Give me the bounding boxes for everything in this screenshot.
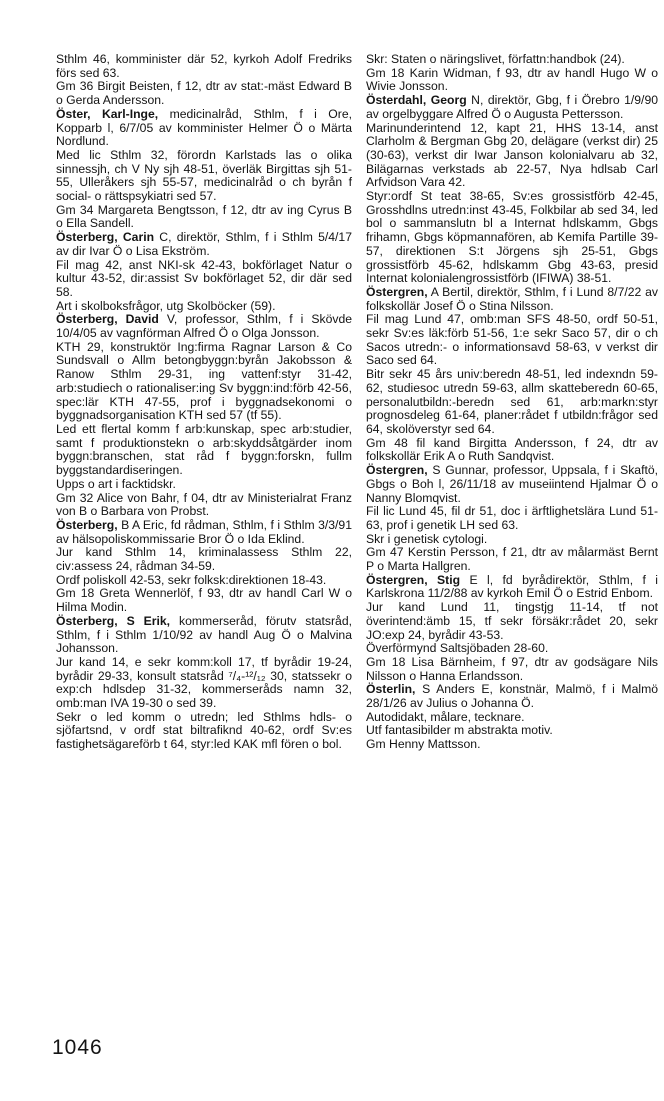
entry-text: Gm 18 Lisa Bärnheim, f 97, dtr av godsägare Nils Nilsson o Hanna Erlandsson.: [366, 654, 658, 683]
entry-text: Gm 47 Kerstin Persson, f 21, dtr av målarmäst Bernt P o Marta Hallgren.: [366, 545, 658, 574]
entry-text: Marinunderintend 12, kapt 21, HHS 13-14, anst Clarholm & Bergman Gbg 20, delägare (verkst dir) 25 (30-63), verkst dir Iwar Janson kolonialvaru ab 32, Bilägarnas verkstads ab 22-57, Nya hdlsab Carl Arfvidson Vara 42.: [366, 120, 658, 190]
entry-paragraph: [366, 683, 658, 710]
entry-paragraph: [366, 656, 658, 683]
entry-text: Gm 36 Birgit Beisten, f 12, dtr av stat:-mäst Edward B o Gerda Andersson.: [56, 79, 352, 108]
entry-paragraph: [366, 601, 658, 642]
entry-paragraph: [56, 478, 352, 492]
entry-text: Gm 18 Greta Wennerlöf, f 93, dtr av handl Carl W o Hilma Modin.: [56, 586, 352, 615]
entry-text: kommerseråd, förutv statsråd, Sthlm, f i Sthlm 1/10/92 av handl Aug Ö o Malvina Johansson.: [56, 613, 353, 656]
entry-text: Skr: Staten o näringslivet, författn:handbok (24).: [366, 52, 625, 66]
entry-text: Art i skolboksfrågor, utg Skolböcker (59).: [56, 298, 276, 313]
entry-paragraph: [366, 724, 658, 738]
entry-text: Skr i genetisk cytologi.: [366, 531, 488, 546]
entry-paragraph: [56, 231, 352, 258]
entry-headword: Östergren,: [366, 284, 428, 299]
entry-headword: Österlin,: [366, 682, 416, 697]
entry-text: Gm 18 Karin Widman, f 93, dtr av handl Hugo W o Wivie Jonsson.: [366, 65, 658, 94]
entry-text: S Anders E, konstnär, Malmö, f i Malmö 28/1/26 av Julius o Johanna Ö.: [366, 682, 658, 711]
entry-text: E l, fd byrådirektör, Sthlm, f i Karlskrona 11/2/88 av kyrkoh Emil Ö o Estrid Enbom.: [366, 572, 658, 601]
entry-paragraph: [56, 259, 352, 300]
entry-text: Ordf poliskoll 42-53, sekr folksk:direktionen 18-43.: [56, 572, 327, 587]
entry-text: V, professor, Sthlm, f i Skövde 10/4/05 av vagnförman Alfred Ö o Olga Jonsson.: [56, 312, 352, 341]
entry-text: medicinalråd, Sthlm, f i Ore, Kopparb l, 6/7/05 av komminister Helmer Ö o Märta Nordlund.: [56, 106, 352, 149]
entry-text: N, direktör, Gbg, f i Örebro 1/9/90 av orgelbyggare Alfred Ö o Augusta Pettersson.: [366, 93, 658, 121]
entry-text: Utf fantasibilder m abstrakta motiv.: [366, 723, 553, 738]
entry-text: S Gunnar, professor, Uppsala, f i Skaftö, Gbgs o Boh l, 26/11/18 av museiintend Hjalmar Ö o Nanny Blomqvist.: [366, 463, 658, 505]
entry-text: Fil lic Lund 45, fil dr 51, doc i ärftlighetslära Lund 51-63, prof i genetik LH sed 63.: [366, 504, 658, 532]
entry-text: KTH 29, konstruktör Ing:firma Ragnar Larson & Co Sundsvall o Allm betongbyggn:byrån Jakobsson & Ranow Sthlm 29-31, ing vattenf:styr 31-42, arb:studiech o rationaliser:ing Sv byggn:ind:förb 42-56, spec:lär KTH 47-55, prof i byggnadsekonomi o byggnadsorganisation KTH sed 57 (tf 55).: [56, 339, 352, 423]
entry-paragraph: [56, 546, 352, 573]
entry-paragraph: [366, 464, 658, 505]
entry-paragraph: [56, 574, 352, 588]
entry-headword: Österberg,: [56, 517, 118, 532]
entry-paragraph: [366, 546, 658, 573]
entry-paragraph: [366, 437, 658, 464]
entry-text: Bitr sekr 45 års univ:beredn 48-51, led indexndn 59-62, studiesoc utredn 59-63, allm skatteberedn 60-65, personalutbildn:-beredn sed 61, arb:markn:styr prognosdeleg 61-64, planer:rådet f utbildn:frågor sed 64, skolöverstyr sed 64.: [366, 367, 658, 436]
entry-text: Jur kand 14, e sekr komm:koll 17, tf byrådir 19-24, byrådir 29-33, konsult statsråd ⁷/₄-¹²/₁₂ 30, statssekr o exp:ch hdlsdep 31-32, kommerseråds namn 32, omb:man IVA 19-30 o sed 39.: [56, 654, 352, 711]
entry-paragraph: [56, 108, 352, 149]
entry-paragraph: [366, 67, 658, 94]
entry-paragraph: [56, 341, 352, 423]
entry-paragraph: [366, 711, 658, 725]
entry-text: Styr:ordf St teat 38-65, Sv:es grossistförb 42-45, Grosshdlns utredn:inst 43-45, Folkbilar ab sed 34, led bol o sammanslutn bl a Internat hdlskamm, Gbgs frihamn, Gbgs köpmannafören, ab Kemifa Partille 39-57, direktionen S:t Jörgens sjh 25-51, Gbgs grossistförb 45-62, hdlskamm Gbg 43-63, presid Internat kolonialengrossistförb (IFIWA) 38-51.: [366, 189, 658, 286]
page-number: 1046: [52, 1036, 103, 1059]
entry-paragraph: [56, 423, 352, 478]
entry-paragraph: [366, 574, 658, 601]
entry-text: Med lic Sthlm 32, förordn Karlstads las o olika sinnessjh, ch V Ny sjh 48-51, överläk Birgittas sjh 51-55, Ulleråkers sjh 55-57, medicinalråd o ch byrån f social- o rättspsykiatri sed 57.: [56, 147, 352, 204]
entry-paragraph: [366, 533, 658, 547]
entry-paragraph: [366, 368, 658, 437]
entry-text: Fil mag 42, anst NKI-sk 42-43, bokförlaget Natur o kultur 43-52, dir:assist Sv bokförlaget 52, dir där sed 58.: [56, 257, 352, 299]
entry-paragraph: [366, 313, 658, 368]
entry-text: Sekr o led komm o utredn; led Sthlms hdls- o sjöfartsnd, v ordf stat biltrafiknd 40-62, ordf Sv:es fastighetsägareförb t 64, styr:led KAK mfl fören o bol.: [56, 709, 352, 752]
entry-headword: Österberg, S Erik,: [56, 613, 171, 628]
entry-paragraph: [56, 80, 352, 107]
entry-paragraph: [366, 94, 658, 121]
entry-text: C, direktör, Sthlm, f i Sthlm 5/4/17 av dir Ivar Ö o Lisa Ekström.: [56, 230, 352, 258]
entry-headword: Östergren,: [366, 463, 428, 478]
entry-headword: Österberg, Carin: [56, 230, 155, 245]
left-column: [56, 53, 352, 752]
entry-headword: Österdahl, Georg: [366, 93, 467, 108]
entry-text: Gm 34 Margareta Bengtsson, f 12, dtr av ing Cyrus B o Ella Sandell.: [56, 202, 352, 231]
entry-headword: Östergren, Stig: [366, 572, 461, 587]
right-column: [366, 53, 658, 752]
entry-text: Jur kand Lund 11, tingstjg 11-14, tf not överintend:ämb 15, tf sekr försäkr:rådet 20, sekr JO:exp 24, byrådir 43-53.: [366, 600, 658, 642]
entry-paragraph: [56, 519, 352, 546]
entry-headword: Öster, Karl-Inge,: [56, 106, 159, 121]
entry-text: B A Eric, fd rådman, Sthlm, f i Sthlm 3/3/91 av hälsopoliskommissarie Bror Ö o Ida Eklind.: [56, 517, 352, 546]
entry-paragraph: [56, 656, 352, 711]
entry-paragraph: [56, 587, 352, 614]
entry-text: Gm 32 Alice von Bahr, f 04, dtr av Ministerialrat Franz von B o Barbara von Probst.: [56, 490, 352, 519]
entry-text: Upps o art i facktidskr.: [56, 476, 176, 491]
entry-paragraph: [366, 190, 658, 286]
entry-paragraph: [366, 505, 658, 532]
entry-paragraph: [366, 738, 658, 752]
entry-text: A Bertil, direktör, Sthlm, f i Lund 8/7/22 av folkskollär Josef Ö o Stina Nilsson.: [366, 284, 658, 313]
entry-paragraph: [56, 149, 352, 204]
entry-text: Sthlm 46, komminister där 52, kyrkoh Adolf Fredriks förs sed 63.: [56, 52, 352, 80]
entry-paragraph: [366, 642, 658, 656]
entry-paragraph: [56, 711, 352, 752]
entry-text: Gm 48 fil kand Birgitta Andersson, f 24, dtr av folkskollär Erik A o Ruth Sandqvist.: [366, 435, 658, 464]
entry-text: Jur kand Sthlm 14, kriminalassess Sthlm 22, civ:assess 24, rådman 34-59.: [56, 545, 352, 574]
entry-paragraph: [56, 204, 352, 231]
entry-paragraph: [56, 492, 352, 519]
entry-paragraph: [366, 53, 658, 67]
entry-paragraph: [56, 53, 352, 80]
entry-text: Gm Henny Mattsson.: [366, 737, 481, 752]
entry-headword: Österberg, David: [56, 312, 159, 327]
entry-paragraph: [56, 313, 352, 340]
entry-paragraph: [56, 615, 352, 656]
entry-text: Autodidakt, målare, tecknare.: [366, 709, 525, 724]
entry-text: Led ett flertal komm f arb:kunskap, spec arb:studier, samt f produktionstekn o arb:skyddsåtgärder inom byggn:branschen, stat råd f byggn:forskn, fullm byggstandardiseringen.: [56, 421, 352, 478]
entry-text: Fil mag Lund 47, omb:man SFS 48-50, ordf 50-51, sekr Sv:es läk:förb 51-56, 1:e sekr Saco 57, dir o ch Sacos utredn:- o informationsavd 58-63, v verkst dir Saco sed 64.: [366, 312, 658, 368]
entry-paragraph: [366, 286, 658, 313]
entry-text: Överförmynd Saltsjöbaden 28-60.: [366, 641, 549, 656]
entry-paragraph: [366, 122, 658, 191]
